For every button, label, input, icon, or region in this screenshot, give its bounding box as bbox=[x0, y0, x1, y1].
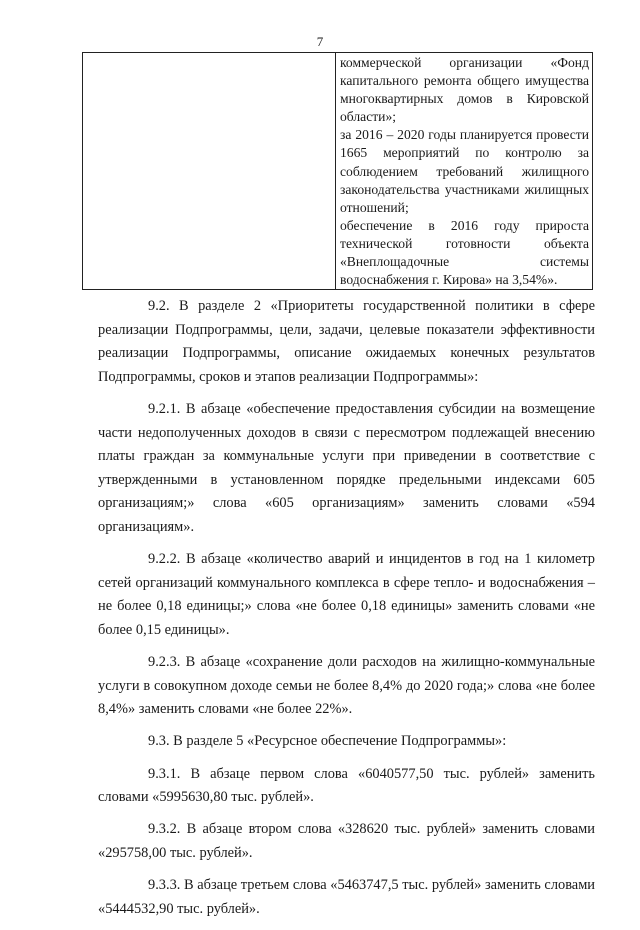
table-cell-left bbox=[83, 53, 336, 290]
table-row bbox=[83, 53, 593, 290]
cell-paragraph-fund: коммерческой организации «Фонд капитального ремонта общего имущества многоквартирных домов в Кировской области»; bbox=[340, 55, 589, 125]
document-body bbox=[98, 295, 595, 930]
paragraph-9-3-1: 9.3.1. В абзаце первом слова «6040577,50 тыс. рублей» заменить словами «5995630,80 тыс. рублей». bbox=[98, 765, 595, 806]
table-cell-right bbox=[336, 53, 593, 290]
cell-paragraph-water-supply: обеспечение в 2016 году прироста технической готовности объекта «Внеплощадочные системы водоснабжения г. Кирова» на 3,54%». bbox=[340, 217, 589, 288]
paragraph-9-2-3: 9.2.3. В абзаце «сохранение доли расходов на жилищно-коммунальные услуги в совокупном доходе семьи не более 8,4% до 2020 года;» слова «не более 8,4%» заменить словами «не более 22%». bbox=[98, 654, 595, 718]
paragraph-9-2-2: 9.2.2. В абзаце «количество аварий и инцидентов в год на 1 километр сетей организаций коммунального комплекса в сфере тепло- и водоснабжения – не более 0,18 единицы;» слова «не более 0,18 единицы» заменить словами «не более 0,15 единицы». bbox=[98, 551, 595, 638]
continuation-table bbox=[82, 52, 593, 290]
paragraph-9-2: 9.2. В разделе 2 «Приоритеты государственной политики в сфере реализации Подпрограммы, цели, задачи, целевые показатели эффективности реализации Подпрограммы, описание ожидаемых конечных результатов Подпрограммы, сроков и этапов реализации Подпрограммы»: bbox=[98, 298, 595, 385]
paragraph-9-2-1: 9.2.1. В абзаце «обеспечение предоставления субсидии на возмещение части недополученных доходов в связи с пересмотром подлежащей внесению платы граждан за коммунальные услуги при приведении в соответствие с утвержденными в установленном порядке предельными индексами 605 организациям;» слова «605 организациям» заменить словами «594 организациям». bbox=[98, 400, 595, 535]
cell-paragraph-inspections: за 2016 – 2020 годы планируется провести 1665 мероприятий по контролю за соблюдением требований жилищного законодательства участниками жилищных отношений; bbox=[340, 127, 589, 215]
page-number: 7 bbox=[316, 34, 324, 49]
paragraph-9-3: 9.3. В разделе 5 «Ресурсное обеспечение Подпрограммы»: bbox=[148, 733, 507, 750]
paragraph-9-3-2: 9.3.2. В абзаце втором слова «328620 тыс. рублей» заменить словами «295758,00 тыс. рублей». bbox=[98, 821, 595, 862]
paragraph-9-3-3: 9.3.3. В абзаце третьем слова «5463747,5 тыс. рублей» заменить словами «5444532,90 тыс. рублей». bbox=[98, 877, 595, 917]
